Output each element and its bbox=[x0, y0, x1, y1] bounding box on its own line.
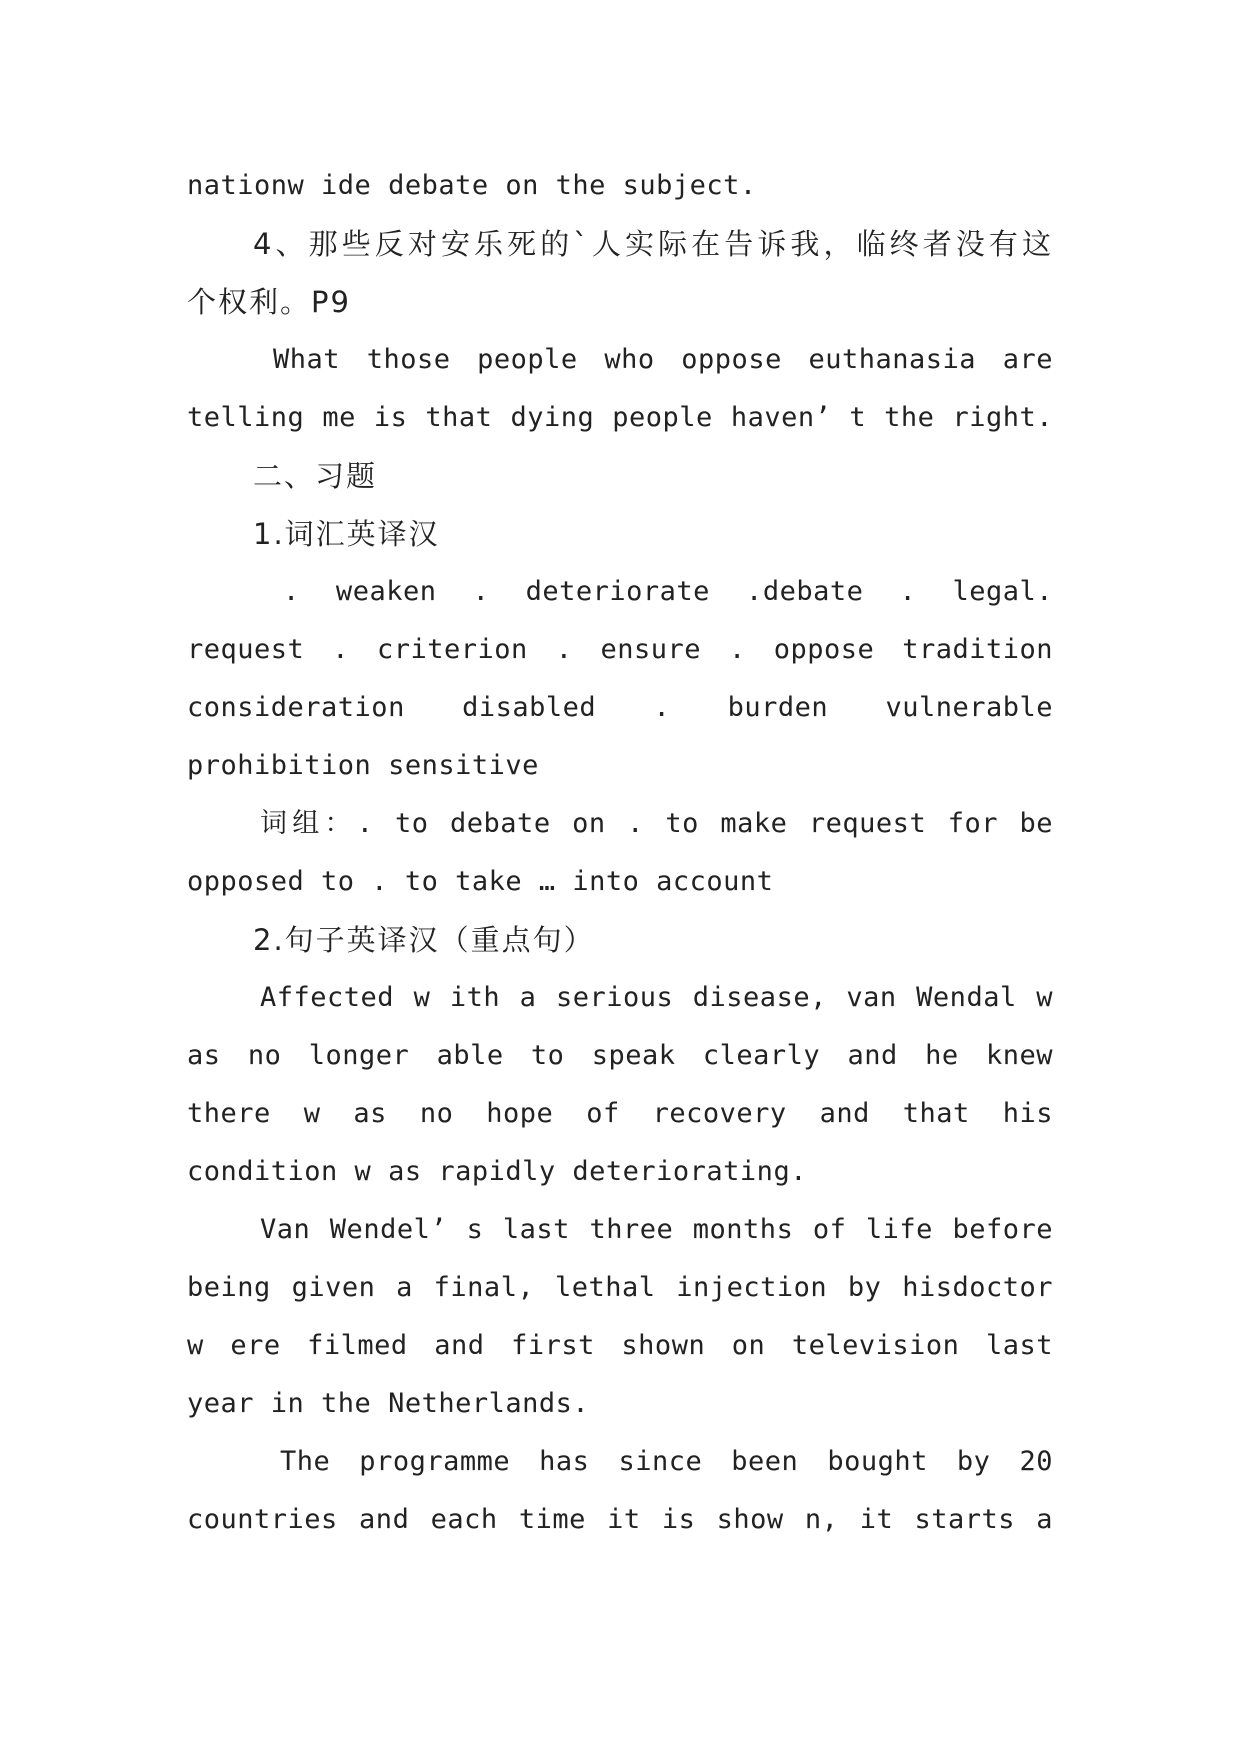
text-line: The programme has since been bought by 20 bbox=[280, 1446, 1053, 1477]
text-line: Van Wendel’ s last three months of life before bbox=[260, 1214, 1053, 1245]
text-line: year in the Netherlands. bbox=[187, 1388, 590, 1419]
text-line: 4、那些反对安乐死的`人实际在告诉我，临终者没有这 bbox=[253, 227, 1053, 261]
text-line: condition w as rapidly deteriorating. bbox=[187, 1156, 807, 1187]
text-line: . weaken . deteriorate .debate . legal. bbox=[283, 576, 1053, 607]
section-heading: 二、习题 bbox=[253, 459, 378, 493]
text-line: request . criterion . ensure . oppose tradition bbox=[187, 634, 1053, 665]
text-line: being given a final, lethal injection by hisdoctor bbox=[187, 1272, 1053, 1303]
text-line: prohibition sensitive bbox=[187, 750, 539, 781]
text-line: there w as no hope of recovery and that his bbox=[187, 1098, 1053, 1129]
subsection-heading: 2.句子英译汉（重点句） bbox=[253, 923, 595, 957]
text-line: w ere filmed and first shown on television last bbox=[187, 1330, 1053, 1361]
text-line: telling me is that dying people haven’ t the right. bbox=[187, 402, 1053, 433]
text-line: opposed to . to take … into account bbox=[187, 866, 774, 897]
text-line: What those people who oppose euthanasia are bbox=[273, 344, 1053, 375]
text-line: as no longer able to speak clearly and he knew bbox=[187, 1040, 1053, 1071]
text-line: 个权利。P9 bbox=[187, 285, 351, 319]
text-line: countries and each time it is show n, it starts a bbox=[187, 1504, 1053, 1535]
subsection-heading: 1.词汇英译汉 bbox=[253, 517, 440, 551]
text-line: consideration disabled . burden vulnerable bbox=[187, 692, 1053, 723]
text-line: Affected w ith a serious disease, van Wendal w bbox=[260, 982, 1053, 1013]
text-line: nationw ide debate on the subject. bbox=[187, 170, 757, 201]
text-line: 词组：. to debate on . to make request for be bbox=[260, 808, 1053, 839]
